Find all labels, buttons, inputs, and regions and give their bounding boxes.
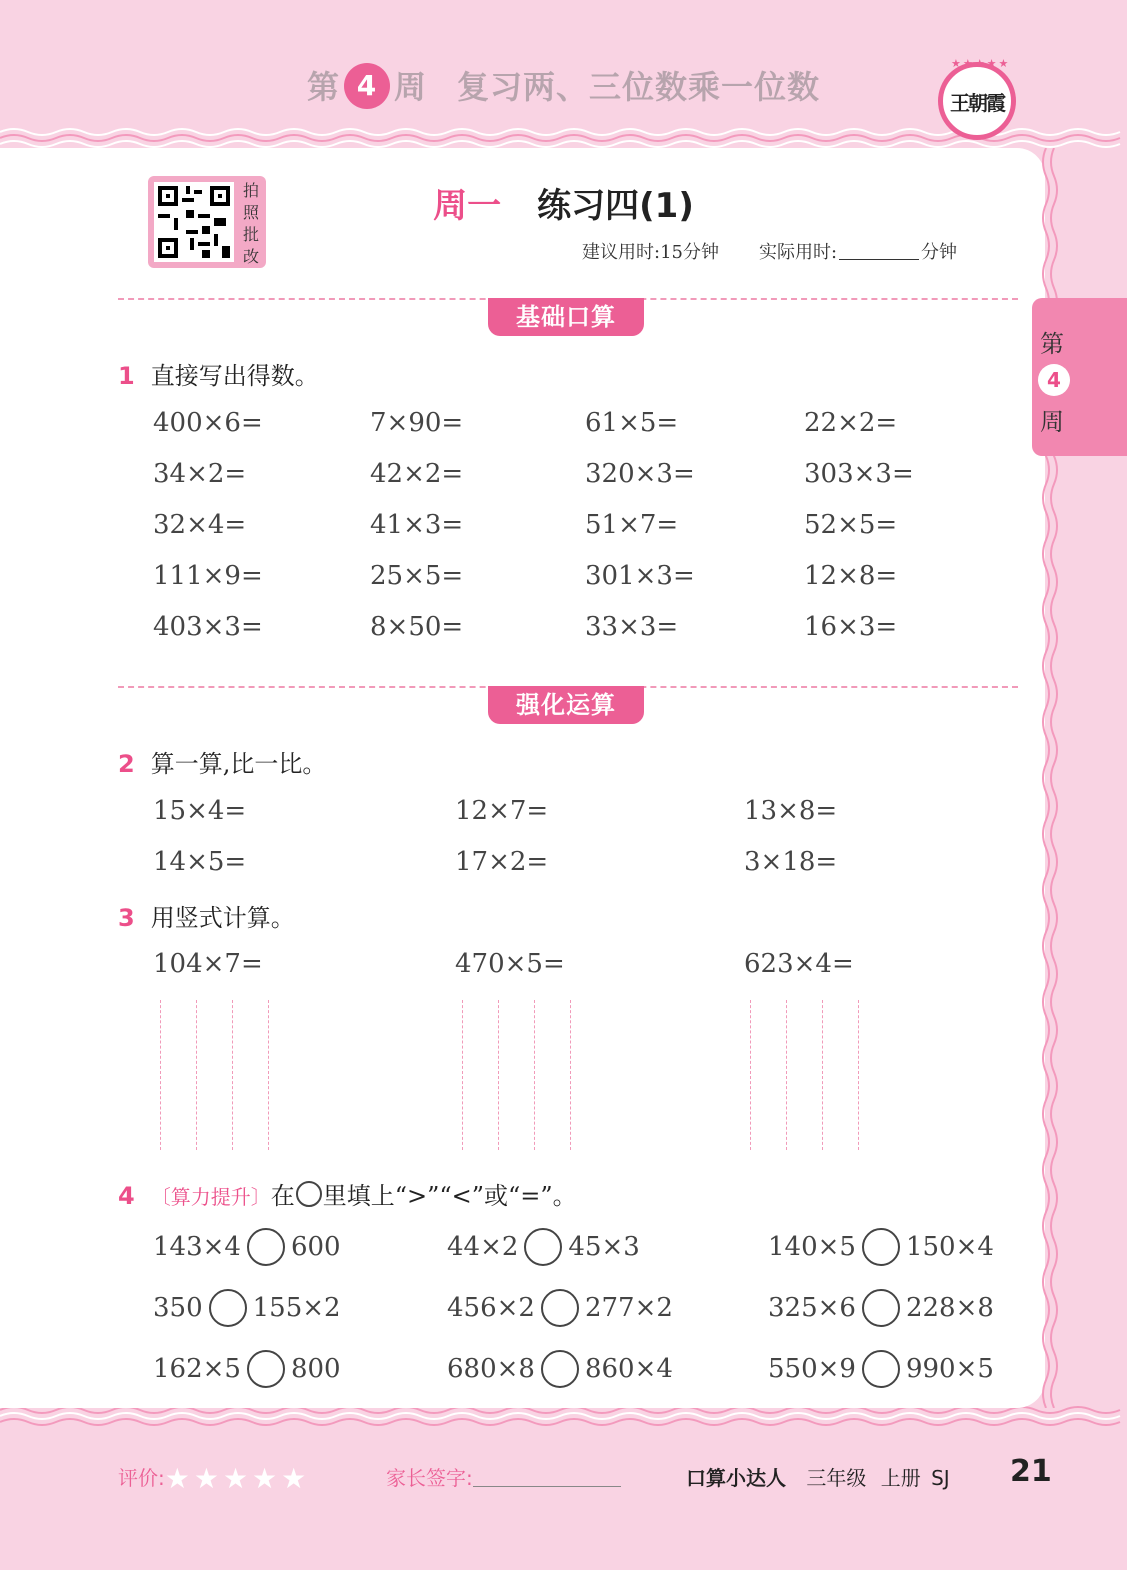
compare-item [153, 1289, 341, 1327]
q1-expression: 41×3= [370, 510, 464, 540]
compare-right: 990×5 [905, 1354, 994, 1384]
compare-item [447, 1228, 640, 1266]
compare-right: 45×3 [568, 1232, 640, 1262]
side-tab-number: 4 [1038, 364, 1070, 396]
section-banner-basic: 基础口算 [488, 298, 644, 336]
q1-expression: 403×3= [153, 612, 263, 642]
compare-left: 44×2 [447, 1232, 519, 1262]
week-suffix: 周 [393, 68, 427, 106]
q1-expression: 34×2= [153, 459, 247, 489]
time-line [582, 238, 957, 264]
compare-right: 277×2 [584, 1293, 673, 1323]
section-banner-strengthen: 强化运算 [488, 686, 644, 724]
q3-expression: 623×4= [744, 949, 854, 979]
compare-left: 456×2 [447, 1293, 535, 1323]
compare-right: 228×8 [905, 1293, 994, 1323]
rating [118, 1462, 310, 1495]
author-seal-logo [938, 57, 1016, 140]
q1-expression: 12×8= [804, 561, 898, 591]
vertical-calc-grid[interactable] [160, 1000, 270, 1150]
lesson-day: 周一 [433, 186, 502, 226]
seal-text: 王朝霞 [950, 90, 1004, 115]
actual-time-unit: 分钟 [921, 242, 958, 263]
answer-circle[interactable] [862, 1350, 900, 1388]
side-tab-bottom: 周 [1040, 408, 1064, 436]
compare-item [768, 1350, 994, 1388]
compare-item [768, 1228, 994, 1266]
compare-right: 150×4 [905, 1232, 994, 1262]
week-prefix: 第 [306, 68, 340, 106]
question-text: 算一算,比一比。 [150, 750, 327, 778]
side-tab-top: 第 [1040, 330, 1064, 358]
q1-expression: 25×5= [370, 561, 464, 591]
answer-circle[interactable] [524, 1228, 562, 1266]
lesson-title [0, 178, 1127, 227]
q1-expression: 32×4= [153, 510, 247, 540]
compare-item [447, 1289, 673, 1327]
book-grade: 三年级 [806, 1466, 867, 1490]
q1-expression: 320×3= [585, 459, 695, 489]
q1-expression: 42×2= [370, 459, 464, 489]
q3-expression: 470×5= [455, 949, 565, 979]
actual-time-label: 实际用时: [758, 242, 838, 263]
book-name: 口算小达人 [686, 1466, 786, 1490]
lesson-name: 练习四(1) [537, 186, 694, 226]
parent-signature [386, 1462, 621, 1491]
book-volume: 上册 [880, 1466, 921, 1490]
question-number: 4 [118, 1182, 135, 1210]
book-edition: SJ [931, 1466, 950, 1490]
compare-right: 155×2 [252, 1293, 341, 1323]
compare-item [447, 1350, 673, 1388]
question-number: 2 [118, 750, 135, 778]
q1-expression: 51×7= [585, 510, 679, 540]
vertical-calc-grid[interactable] [462, 1000, 572, 1150]
compare-left: 680×8 [447, 1354, 535, 1384]
rating-label: 评价: [118, 1466, 165, 1490]
qr-label-char: 拍 [242, 181, 259, 200]
week-number-badge: 4 [344, 63, 390, 109]
question-text-before: 在 [270, 1182, 295, 1210]
answer-circle[interactable] [541, 1289, 579, 1327]
q2-expression: 13×8= [744, 796, 838, 826]
compare-right: 800 [290, 1354, 341, 1384]
answer-circle[interactable] [862, 1228, 900, 1266]
week-subject: 复习两、三位数乘一位数 [457, 68, 821, 106]
compare-left: 325×6 [768, 1293, 856, 1323]
answer-circle[interactable] [862, 1289, 900, 1327]
circle-icon [296, 1181, 322, 1207]
q1-expression: 16×3= [804, 612, 898, 642]
question-3 [118, 898, 295, 933]
question-4 [118, 1176, 577, 1211]
page-number: 21 [1010, 1454, 1052, 1489]
week-side-tab [1032, 298, 1127, 456]
q1-expression: 400×6= [153, 408, 263, 438]
compare-left: 162×5 [153, 1354, 241, 1384]
answer-circle[interactable] [209, 1289, 247, 1327]
actual-time-blank[interactable] [839, 243, 919, 260]
q1-expression: 22×2= [804, 408, 898, 438]
compare-item [153, 1228, 341, 1266]
suggested-time: 建议用时:15分钟 [582, 242, 719, 263]
vertical-calc-grid[interactable] [750, 1000, 860, 1150]
q1-expression: 7×90= [370, 408, 464, 438]
book-info [686, 1462, 950, 1491]
answer-circle[interactable] [247, 1228, 285, 1266]
question-1 [118, 356, 319, 391]
compare-item [768, 1289, 994, 1327]
question-tag: 〔算力提升〕 [150, 1185, 271, 1209]
q1-expression: 52×5= [804, 510, 898, 540]
q3-expression: 104×7= [153, 949, 263, 979]
qr-label-char: 改 [242, 247, 259, 266]
compare-left: 350 [153, 1293, 203, 1323]
q2-expression: 15×4= [153, 796, 247, 826]
q1-expression: 61×5= [585, 408, 679, 438]
question-text: 用竖式计算。 [150, 904, 295, 932]
q1-expression: 8×50= [370, 612, 464, 642]
compare-right: 860×4 [584, 1354, 673, 1384]
answer-circle[interactable] [247, 1350, 285, 1388]
compare-left: 140×5 [768, 1232, 856, 1262]
q2-expression: 12×7= [455, 796, 549, 826]
signature-label: 家长签字: [386, 1466, 473, 1490]
q1-expression: 303×3= [804, 459, 914, 489]
compare-left: 143×4 [153, 1232, 241, 1262]
question-text: 直接写出得数。 [150, 362, 319, 390]
qr-label-char: 批 [242, 225, 259, 244]
q2-expression: 3×18= [744, 847, 838, 877]
question-2 [118, 744, 326, 779]
answer-circle[interactable] [541, 1350, 579, 1388]
rating-stars-icon[interactable]: ★★★★★ [164, 1462, 311, 1495]
compare-left: 550×9 [768, 1354, 856, 1384]
question-number: 3 [118, 904, 135, 932]
q1-expression: 33×3= [585, 612, 679, 642]
q2-expression: 14×5= [153, 847, 247, 877]
question-text-after: 里填上“>”“<”或“=”。 [322, 1182, 577, 1210]
compare-item [153, 1350, 341, 1388]
q2-expression: 17×2= [455, 847, 549, 877]
q1-expression: 301×3= [585, 561, 695, 591]
seal-stars-icon: ★★★★★ [951, 57, 1011, 70]
qr-label-char: 照 [242, 203, 259, 222]
compare-right: 600 [290, 1232, 341, 1262]
signature-blank[interactable] [473, 1472, 621, 1487]
q1-expression: 111×9= [153, 561, 263, 591]
question-number: 1 [118, 362, 135, 390]
